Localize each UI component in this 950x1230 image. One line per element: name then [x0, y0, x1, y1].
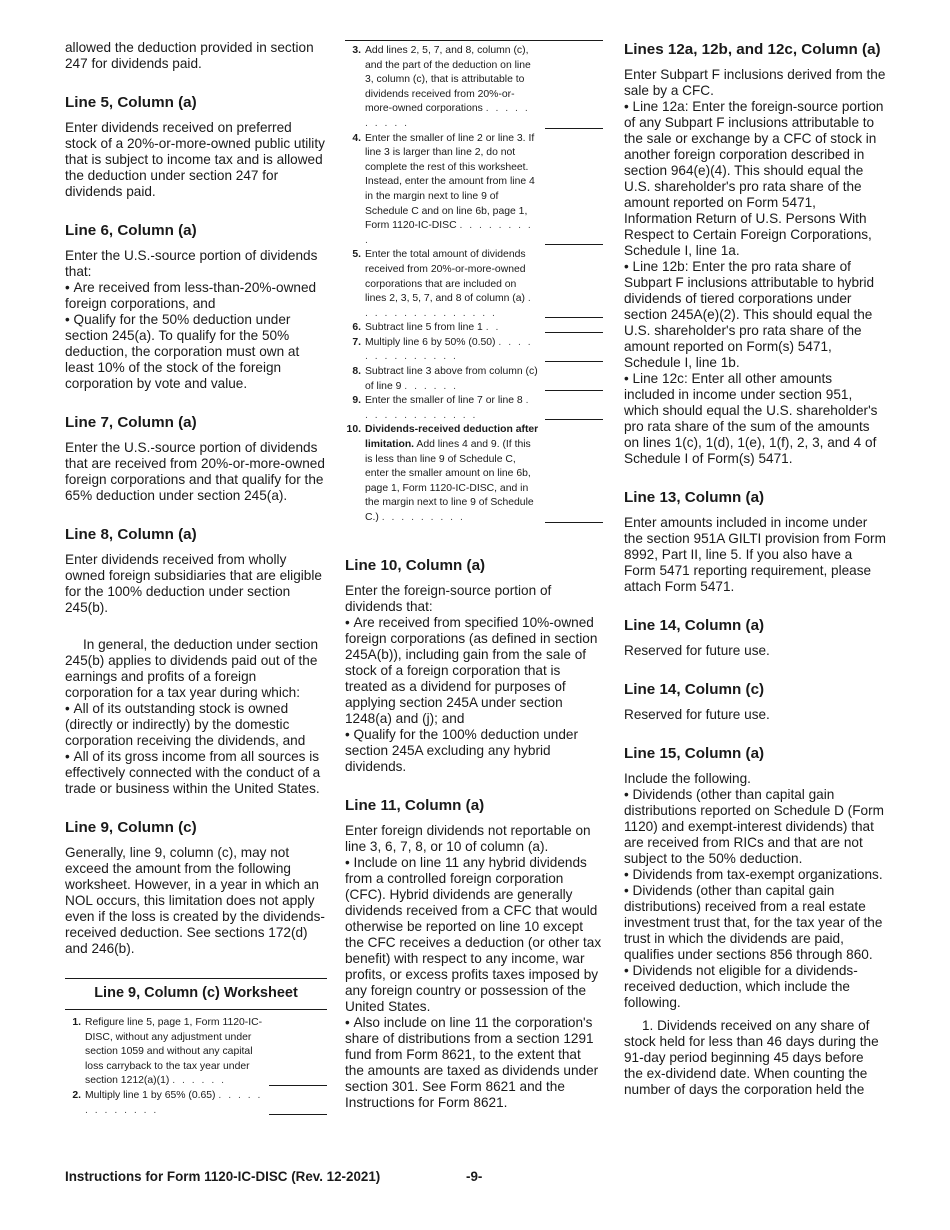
worksheet-leader-dots: . . . . . . . . . . . . . [365, 395, 531, 421]
worksheet-line-description: Enter the total amount of dividends received from 20%-or-more-owned corporations that are included on lines 2, 3, 5, 7, and 8 of column (a) [365, 249, 526, 305]
bullet-line-12b: • Line 12b: Enter the pro rata share of Subpart F inclusions attributable to hybrid dividends of tiered corporations under section 245A(e)(2). This should equal the U.S. shareholder's pro rata share of the amount reported on Form(s) 5471, Schedule I, line 1b. [624, 259, 886, 371]
worksheet-entry-line[interactable] [545, 361, 603, 362]
worksheet-line [345, 394, 603, 423]
worksheet-line [345, 44, 603, 132]
paragraph-line-7: Enter the U.S.-source portion of dividends that are received from 20%-or-more-owned foreign corporations and that qualify for the 65% deduction under section 245(a). [65, 440, 325, 503]
heading-line-9: Line 9, Column (c) [65, 819, 197, 836]
worksheet-entry-line[interactable] [545, 419, 603, 420]
paragraph-line-8: Enter dividends received from wholly owned foreign subsidiaries that are eligible for the 100% deduction under section 245(b). [65, 552, 322, 615]
heading-line-14a: Line 14, Column (a) [624, 617, 765, 634]
worksheet-line-number: 1. [72, 1017, 81, 1028]
worksheet-entry-line[interactable] [545, 244, 603, 245]
worksheet-line-text [365, 44, 539, 132]
worksheet-entry-line[interactable] [545, 522, 603, 523]
worksheet-line-description: Subtract line 3 above from column (c) of line 9 [365, 366, 538, 392]
bullet-line-15-3: • Dividends (other than capital gain distributions) received from a real estate investment trust that, for the tax year of the trust in which the dividends are paid, qualifies under sections 856 through 860. [624, 883, 886, 963]
paragraph-line-10: Enter the foreign-source portion of dividends that: [345, 582, 552, 614]
worksheet-line-number: 7. [352, 336, 361, 348]
worksheet-entry-line[interactable] [545, 390, 603, 391]
worksheet-line-number: 8. [352, 366, 361, 378]
paragraph-line-14a: Reserved for future use. [624, 643, 770, 658]
worksheet-line-number: 9. [352, 395, 361, 407]
worksheet-line-text [365, 423, 539, 525]
bullet-line-6-1: • Are received from less-than-20%-owned foreign corporations, and [65, 280, 327, 312]
heading-line-13: Line 13, Column (a) [624, 489, 765, 506]
heading-line-14c: Line 14, Column (c) [624, 681, 765, 698]
bullet-line-11-2: • Also include on line 11 the corporation's share of distributions from a section 1291 fund from Form 8621, to the extent that the amounts are taxed as dividends under section 301. See Form 8621 and the Instructions for Form 8621. [345, 1015, 603, 1111]
bullet-line-12c: • Line 12c: Enter all other amounts included in income under section 951, which should equal the U.S. shareholder's pro rata share of the sum of the amounts on lines 1(c), 1(d), 1(e), 1(f), 2, 3, and 4 of Schedule I of Form(s) 5471. [624, 371, 886, 467]
paragraph-line-15: Include the following. [624, 771, 751, 786]
paragraph-line-8-general: In general, the deduction under section 245(b) applies to dividends paid out of the earnings and profits of a foreign corporation for a tax year during which: [65, 637, 319, 700]
worksheet-title: Line 9, Column (c) Worksheet [65, 978, 327, 1010]
paragraph-line-15-item-1: 1. Dividends received on any share of stock held for less than 46 days during the 91-day period beginning 45 days before the ex-dividend date. When counting the number of days the corporation held the [624, 1018, 879, 1097]
worksheet-line-number: 2. [72, 1089, 81, 1101]
paragraph-line-14c: Reserved for future use. [624, 707, 770, 722]
worksheet-line [345, 423, 603, 525]
worksheet-entry-line[interactable] [545, 332, 603, 333]
worksheet-line-number: 6. [352, 322, 361, 334]
heading-line-15: Line 15, Column (a) [624, 745, 765, 762]
worksheet-entry-line[interactable] [269, 1085, 327, 1086]
worksheet-line-text [365, 321, 539, 336]
worksheet-line-text [365, 365, 539, 394]
worksheet-line-text [365, 132, 539, 249]
page-number: -9- [466, 1169, 483, 1184]
worksheet-leader-dots: . . . . . . . . . . . . . . . [365, 293, 533, 319]
heading-line-8: Line 8, Column (a) [65, 526, 197, 543]
paragraph-line-12: Enter Subpart F inclusions derived from the sale by a CFC. [624, 67, 886, 98]
worksheet-leader-dots: . . . . . . [172, 1075, 226, 1087]
worksheet-line-number: 4. [352, 132, 361, 144]
worksheet-line [65, 1016, 327, 1089]
bullet-line-10-1: • Are received from specified 10%-owned foreign corporations (as defined in section 245A(b)), including gain from the sale of stock of a foreign corporation that is treated as a dividend for purposes of applying section 245A under section 1248(a) and (j); and [345, 615, 603, 727]
paragraph-continued: allowed the deduction provided in section 247 for dividends paid. [65, 40, 314, 71]
worksheet-line-number: 10. [346, 424, 361, 436]
column-middle [345, 40, 603, 1111]
worksheet-leader-dots: . . . . . . . . . [365, 220, 533, 246]
bullet-line-10-2: • Qualify for the 100% deduction under section 245A excluding any hybrid dividends. [345, 727, 603, 775]
paragraph-line-11: Enter foreign dividends not reportable on line 3, 6, 7, 8, or 10 of column (a). [345, 822, 591, 854]
worksheet-line-description: Refigure line 5, page 1, Form 1120-IC-DISC, without any adjustment under section 1059 and without any capital loss carryback to the tax year under section 1212(a)(1) [85, 1017, 263, 1087]
worksheet-line [345, 336, 603, 365]
heading-line-5: Line 5, Column (a) [65, 94, 197, 111]
worksheet-line-text [365, 336, 539, 365]
worksheet-line-number: 3. [352, 45, 361, 56]
bullet-line-15-2: • Dividends from tax-exempt organizations. [624, 867, 886, 883]
bullet-line-15-4: • Dividends not eligible for a dividends-received deduction, which include the following. [624, 963, 886, 1011]
worksheet-entry-line[interactable] [545, 128, 603, 129]
worksheet-entry-line[interactable] [545, 317, 603, 318]
worksheet-leader-dots: . . . . . . . . . . . . . [85, 1089, 263, 1116]
worksheet-line [65, 1089, 327, 1118]
paragraph-line-6: Enter the U.S.-source portion of dividends that: [65, 248, 318, 279]
worksheet-line-number: 5. [352, 249, 361, 261]
bullet-line-11-1: • Include on line 11 any hybrid dividends from a controlled foreign corporation (CFC). Hybrid dividends are generally dividends received from a CFC that would otherwise be reported on line 10 except the CFC receives a deduction (or other tax benefit) with respect to any income, war profits, or excess profits taxes imposed by any foreign country or possession of the United States. [345, 855, 603, 1015]
bullet-line-12a: • Line 12a: Enter the foreign-source portion of any Subpart F inclusions attributable to the sale or exchange by a CFC of stock in another foreign corporation described in section 964(e)(4). This should equal the U.S. shareholder's pro rata share of the amount reported on Form 5471, Information Return of U.S. Persons With Respect to Certain Foreign Corporations, Schedule I, line 1a. [624, 99, 886, 259]
column-right [624, 40, 886, 1098]
heading-line-7: Line 7, Column (a) [65, 414, 197, 431]
heading-line-12: Lines 12a, 12b, and 12c, Column (a) [624, 41, 881, 58]
worksheet-line-description: Multiply line 1 by 65% (0.65) [85, 1089, 216, 1101]
worksheet-line-text [85, 1089, 263, 1118]
worksheet-line-text [365, 394, 539, 423]
bullet-line-15-1: • Dividends (other than capital gain distributions reported on Schedule D (Form 1120) and exempt-interest dividends) that are received from RICs and that are not subject to the 50% deduction. [624, 787, 886, 867]
heading-line-10: Line 10, Column (a) [345, 556, 486, 574]
worksheet-line [345, 365, 603, 394]
paragraph-line-9: Generally, line 9, column (c), may not exceed the amount from the following worksheet. However, in a year in which an NOL occurs, this limitation does not apply even if the loss is created by the dividends-received deduction. See sections 172(d) and 246(b). [65, 845, 325, 956]
worksheet-line-description: Multiply line 6 by 50% (0.50) [365, 336, 496, 348]
worksheet-leader-dots: . . . . . . . . . [381, 512, 465, 523]
worksheet-leader-dots: . . . . . . [404, 380, 459, 392]
worksheet-line [345, 248, 603, 321]
worksheet-lines-1-2 [65, 1016, 327, 1118]
worksheet-leader-dots: . . [485, 322, 501, 334]
worksheet-line [345, 321, 603, 336]
bullet-line-8-2: • All of its gross income from all sources is effectively connected with the conduct of a trade or business within the United States. [65, 749, 327, 797]
worksheet-continued [345, 40, 603, 526]
column-left [65, 40, 327, 1118]
heading-line-11: Line 11, Column (a) [345, 796, 485, 814]
bullet-line-8-1: • All of its outstanding stock is owned (directly or indirectly) by the domestic corporation receiving the dividends, and [65, 701, 327, 749]
worksheet-leader-dots: . . . . . . . . . . . . . . [365, 336, 533, 363]
worksheet-line-bold-label: Dividends-received deduction after limitation. [365, 424, 539, 451]
worksheet-line-description: Add lines 2, 5, 7, and 8, column (c), and the part of the deduction on line 3, column (c), that is attributable to dividends received from 20%-or-more-owned corporations [365, 45, 531, 115]
worksheet-line-description: Subtract line 5 from line 1 [365, 322, 483, 334]
worksheet-line [345, 132, 603, 249]
worksheet-line-description: Enter the smaller of line 2 or line 3. If line 3 is larger than line 2, do not complete the rest of this worksheet. Instead, enter the amount from line 4 in the margin next to line 9 of Schedule C and on line 6b, page 1, Form 1120-IC-DISC [365, 132, 535, 232]
worksheet-line-text [85, 1016, 263, 1089]
footer-form-label: Instructions for Form 1120-IC-DISC (Rev. 12-2021) [65, 1169, 381, 1184]
worksheet-entry-line[interactable] [269, 1114, 327, 1115]
worksheet-lines-3-10 [345, 44, 603, 526]
worksheet-line-description: Add lines 4 and 9. (If this is less than line 9 of Schedule C, enter the smaller amount on line 6b, page 1, Form 1120-IC-DISC, and in the margin next to line 9 of Schedule C.) [365, 439, 534, 523]
paragraph-line-5: Enter dividends received on preferred stock of a 20%-or-more-owned public utility that is subject to income tax and is allowed the deduction under section 247 for dividends paid. [65, 120, 325, 199]
paragraph-line-13: Enter amounts included in income under the section 951A GILTI provision from Form 8992, Part II, line 5. If you also have a Form 5471 reporting requirement, please attach Form 5471. [624, 515, 886, 594]
worksheet-line-text [365, 248, 539, 321]
worksheet-line-description: Enter the smaller of line 7 or line 8 [365, 395, 523, 407]
worksheet-leader-dots: . . . . . . . . . . [365, 103, 530, 129]
bullet-line-6-2: • Qualify for the 50% deduction under section 245(a). To qualify for the 50% deduction, the corporation must own at least 10% of the stock of the foreign corporation by vote and value. [65, 312, 327, 392]
heading-line-6: Line 6, Column (a) [65, 222, 197, 239]
